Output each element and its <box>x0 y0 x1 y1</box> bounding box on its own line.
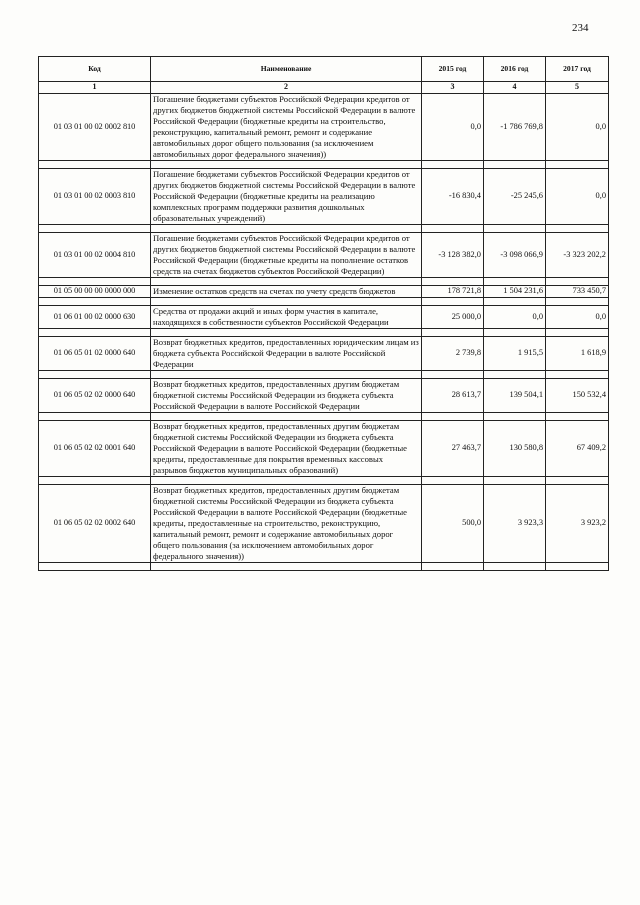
column-number-3: 3 <box>422 82 484 94</box>
row-value-2017: 3 923,2 <box>546 485 609 563</box>
header-2017: 2017 год <box>546 57 609 82</box>
column-number-4: 4 <box>484 82 546 94</box>
row-name: Возврат бюджетных кредитов, предоставленных юридическим лицам из бюджета субъекта Российской Федерации в валюте Российской Федерации <box>151 337 422 371</box>
table-row <box>39 169 609 225</box>
row-value-2015: 500,0 <box>422 485 484 563</box>
header-row <box>39 57 609 82</box>
row-code: 01 05 00 00 00 0000 000 <box>39 286 151 298</box>
row-value-2015: 27 463,7 <box>422 421 484 477</box>
row-name: Возврат бюджетных кредитов, предоставленных другим бюджетам бюджетной системы Российской Федерации из бюджета субъекта Российской Федерации в валюте Российской Федерации (бюджетные кредиты, предоставленные для покрытия временных кассовых разрывов бюджетов муниципальных образований) <box>151 421 422 477</box>
column-number-2: 2 <box>151 82 422 94</box>
row-code: 01 03 01 00 02 0003 810 <box>39 169 151 225</box>
row-value-2015: -3 128 382,0 <box>422 233 484 278</box>
row-value-2016: -25 245,6 <box>484 169 546 225</box>
row-value-2017: 0,0 <box>546 94 609 161</box>
row-name: Средства от продажи акций и иных форм участия в капитале, находящихся в собственности субъектов Российской Федерации <box>151 306 422 329</box>
row-name: Погашение бюджетами субъектов Российской Федерации кредитов от других бюджетов бюджетной системы Российской Федерации в валюте Российской Федерации (бюджетные кредиты на реализацию комплексных программ поддержки развития дошкольных образовательных учреждений) <box>151 169 422 225</box>
row-code: 01 06 05 02 02 0000 640 <box>39 379 151 413</box>
row-code: 01 06 05 01 02 0000 640 <box>39 337 151 371</box>
row-name: Изменение остатков средств на счетах по учету средств бюджетов <box>151 286 422 298</box>
row-name: Возврат бюджетных кредитов, предоставленных другим бюджетам бюджетной системы Российской Федерации из бюджета субъекта Российской Федерации в валюте Российской Федерации (бюджетные кредиты, предоставленные на строительство, реконструкцию, капитальный ремонт, ремонт и содержание автомобильных дорог общего пользования (за исключением автомобильных дорог федерального значения)) <box>151 485 422 563</box>
row-value-2017: -3 323 202,2 <box>546 233 609 278</box>
row-value-2016: 3 923,3 <box>484 485 546 563</box>
table-row <box>39 379 609 413</box>
row-value-2016: 0,0 <box>484 306 546 329</box>
row-name: Погашение бюджетами субъектов Российской Федерации кредитов от других бюджетов бюджетной системы Российской Федерации в валюте Российской Федерации (бюджетные кредиты на пополнение остатков средств на счетах бюджетов субъектов Российской Федерации) <box>151 233 422 278</box>
row-code: 01 03 01 00 02 0004 810 <box>39 233 151 278</box>
row-separator <box>39 329 609 337</box>
table-row <box>39 94 609 161</box>
row-value-2017: 0,0 <box>546 169 609 225</box>
row-code: 01 06 05 02 02 0002 640 <box>39 485 151 563</box>
row-name: Возврат бюджетных кредитов, предоставленных другим бюджетам бюджетной системы Российской Федерации из бюджета субъекта Российской Федерации в валюте Российской Федерации <box>151 379 422 413</box>
row-value-2015: 2 739,8 <box>422 337 484 371</box>
row-value-2016: 130 580,8 <box>484 421 546 477</box>
row-separator <box>39 298 609 306</box>
row-code: 01 06 05 02 02 0001 640 <box>39 421 151 477</box>
header-code: Код <box>39 57 151 82</box>
row-value-2016: 1 915,5 <box>484 337 546 371</box>
row-value-2016: 1 504 231,6 <box>484 286 546 298</box>
row-separator <box>39 563 609 571</box>
row-separator <box>39 225 609 233</box>
table-row <box>39 233 609 278</box>
row-separator <box>39 278 609 286</box>
page-number: 234 <box>572 22 589 34</box>
budget-sources-table <box>38 56 609 571</box>
row-value-2017: 67 409,2 <box>546 421 609 477</box>
row-code: 01 03 01 00 02 0002 810 <box>39 94 151 161</box>
row-value-2017: 150 532,4 <box>546 379 609 413</box>
table-row <box>39 306 609 329</box>
row-value-2017: 1 618,9 <box>546 337 609 371</box>
row-value-2015: 25 000,0 <box>422 306 484 329</box>
header-2016: 2016 год <box>484 57 546 82</box>
row-value-2017: 0,0 <box>546 306 609 329</box>
table-row <box>39 485 609 563</box>
row-value-2015: 28 613,7 <box>422 379 484 413</box>
row-separator <box>39 477 609 485</box>
row-value-2016: -1 786 769,8 <box>484 94 546 161</box>
column-number-row <box>39 82 609 94</box>
row-separator <box>39 413 609 421</box>
table-row <box>39 421 609 477</box>
column-number-5: 5 <box>546 82 609 94</box>
row-value-2015: -16 830,4 <box>422 169 484 225</box>
row-separator <box>39 161 609 169</box>
row-value-2015: 0,0 <box>422 94 484 161</box>
row-code: 01 06 01 00 02 0000 630 <box>39 306 151 329</box>
row-value-2016: -3 098 066,9 <box>484 233 546 278</box>
table-row <box>39 286 609 298</box>
header-name: Наименование <box>151 57 422 82</box>
row-value-2016: 139 504,1 <box>484 379 546 413</box>
row-value-2015: 178 721,8 <box>422 286 484 298</box>
row-separator <box>39 371 609 379</box>
column-number-1: 1 <box>39 82 151 94</box>
row-name: Погашение бюджетами субъектов Российской Федерации кредитов от других бюджетов бюджетной системы Российской Федерации в валюте Российской Федерации (бюджетные кредиты на строительство, реконструкцию, капитальный ремонт, ремонт и содержание автомобильных дорог общего пользования (за исключением автомобильных дорог федерального значения)) <box>151 94 422 161</box>
row-value-2017: 733 450,7 <box>546 286 609 298</box>
header-2015: 2015 год <box>422 57 484 82</box>
table-row <box>39 337 609 371</box>
